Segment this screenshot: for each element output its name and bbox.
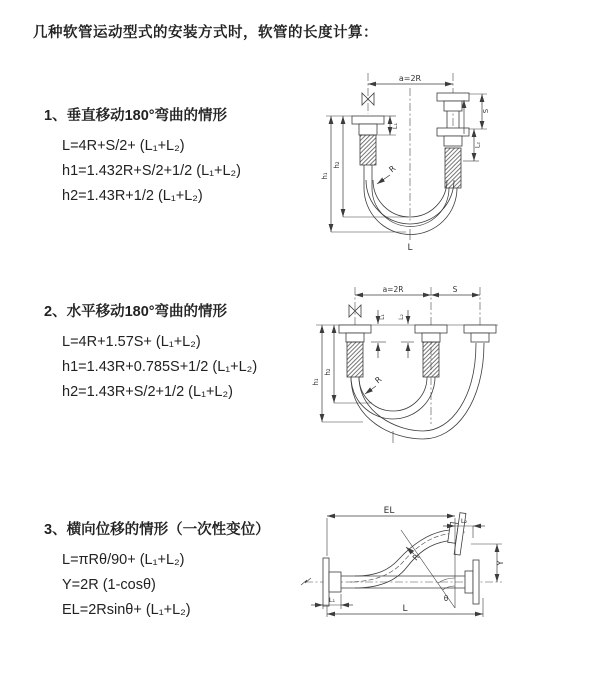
length-callout (407, 229, 412, 253)
formula-h1: h1=1.43R+0.785S+1/2 (L₁+L₂) (62, 359, 258, 375)
label-h2: h₂ (333, 161, 341, 169)
dimension-L2 (398, 310, 414, 358)
formula-L: L=4R+1.57S+ (L₁+L₂) (62, 334, 201, 350)
formula-L: L=4R+S/2+ (L₁+L₂) (62, 138, 185, 154)
label-R: R (410, 552, 422, 563)
label-L1: L₁ (379, 314, 386, 320)
dimension-L1 (311, 594, 353, 609)
radius-callout (365, 375, 384, 394)
radius-callout (406, 547, 422, 562)
centerlines (355, 287, 480, 424)
dimension-EL (327, 506, 455, 608)
dimension-a-2R (355, 285, 431, 295)
hose-u-loops (364, 165, 457, 234)
break-mark (301, 578, 311, 585)
label-R: R (373, 374, 384, 386)
label-L: L (402, 604, 408, 614)
diagram-1-svg (312, 68, 562, 260)
formula-h1: h1=1.432R+S/2+1/2 (L₁+L₂) (62, 163, 242, 179)
dimension-S (431, 285, 480, 295)
formula-h2: h2=1.43R+S/2+1/2 (L₁+L₂) (62, 384, 233, 400)
section-lateral-displacement (44, 518, 270, 623)
formula-L: L=πRθ/90+ (L₁+L₂) (62, 552, 185, 568)
label-EL: EL (383, 506, 395, 516)
label-L2: L₂ (460, 517, 468, 525)
label-h1: h₁ (312, 378, 320, 386)
displaced-hose-curve (347, 512, 466, 588)
right-end-fitting-moved (464, 325, 496, 342)
formula-h2: h2=1.43R+1/2 (L₁+L₂) (62, 188, 203, 204)
section-horizontal-movement (44, 300, 257, 405)
left-end-fitting (339, 325, 371, 377)
radius-callout (377, 164, 398, 184)
label-h1: h₁ (321, 172, 329, 180)
label-a-2R: a=2R (398, 74, 422, 83)
label-L2: L₂ (473, 141, 482, 149)
label-Y: Y (496, 560, 505, 566)
label-L2: L₂ (398, 314, 405, 320)
diagram-lateral-displacement (297, 502, 597, 667)
section-1-heading: 1、垂直移动180°弯曲的情形 (44, 108, 228, 124)
dimension-a-2R (368, 74, 453, 84)
section-2-heading: 2、水平移动180°弯曲的情形 (44, 304, 228, 320)
label-a-2R: a=2R (382, 285, 404, 294)
middle-end-fitting (415, 325, 447, 377)
diagram-horizontal-movement (308, 282, 598, 472)
dimension-S (469, 94, 490, 129)
label-theta: θ (443, 594, 449, 603)
page-title: 几种软管运动型式的安装方式时，软管的长度计算： (33, 25, 378, 41)
label-h2: h₂ (324, 368, 332, 376)
diagram-3-svg (297, 502, 597, 667)
dimension-L (327, 598, 483, 617)
label-L: L (407, 243, 413, 253)
hose-u-loops (351, 343, 484, 439)
label-L1: L₁ (328, 596, 336, 604)
section-3-heading: 3、横向位移的情形（一次性变位） (44, 522, 270, 538)
section-vertical-movement (44, 104, 241, 209)
angle-construction (401, 530, 455, 608)
dimension-L1 (371, 310, 386, 358)
formula-Y: Y=2R (1-cosθ) (62, 577, 156, 593)
formula-EL: EL=2Rsinθ+ (L₁+L₂) (62, 602, 191, 618)
label-S: S (482, 108, 490, 114)
left-end-fitting (352, 116, 384, 165)
diagram-vertical-movement (312, 68, 562, 260)
diagram-2-svg (308, 282, 598, 472)
label-L1: L₁ (391, 122, 399, 130)
label-S: S (452, 285, 458, 294)
label-R: R (387, 163, 398, 175)
